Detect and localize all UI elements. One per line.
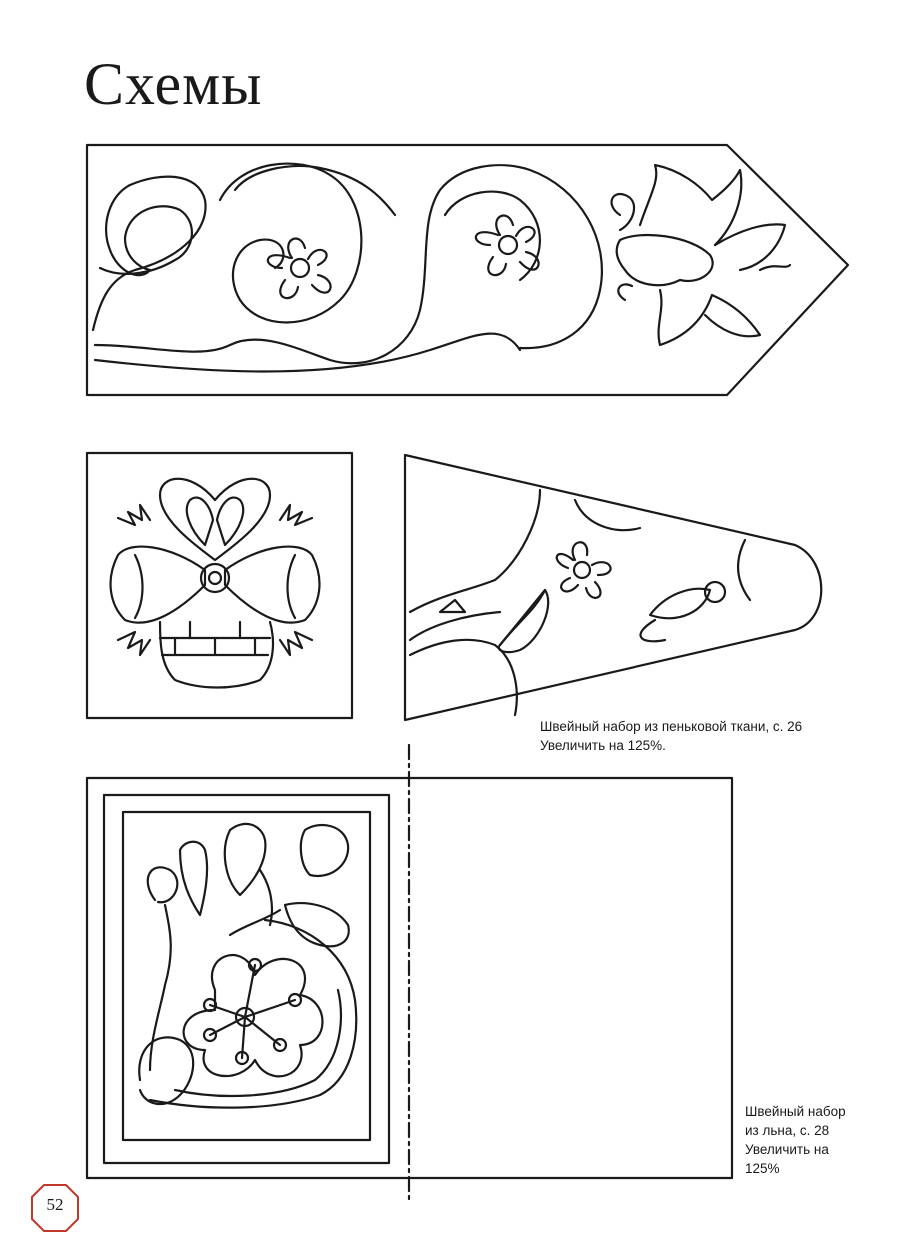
square-outline xyxy=(87,453,352,718)
caption-hemp-line-2: Увеличить на 125%. xyxy=(540,738,666,753)
caption-linen-line-3: Увеличить на xyxy=(745,1142,829,1157)
band-outline xyxy=(87,145,848,395)
page-title: Схемы xyxy=(84,51,263,117)
fan-outline xyxy=(405,455,821,720)
band-tulip xyxy=(612,165,790,345)
frame-pattern xyxy=(87,745,732,1200)
frame-flower xyxy=(184,955,323,1076)
caption-linen-line-1: Швейный набор xyxy=(745,1104,846,1119)
band-scroll-left xyxy=(93,177,206,330)
caption-linen-line-4: 125% xyxy=(745,1161,780,1176)
band-pattern xyxy=(87,145,848,395)
band-flower-2 xyxy=(476,216,539,276)
square-pattern xyxy=(87,453,352,718)
caption-linen-kit xyxy=(745,1102,846,1178)
caption-hemp-kit xyxy=(540,717,802,755)
band-flower-1 xyxy=(268,239,331,299)
band-vine-top xyxy=(235,166,395,215)
caption-linen-line-2: из льна, с. 28 xyxy=(745,1123,830,1138)
caption-hemp-line-1: Швейный набор из пеньковой ткани, с. 26 xyxy=(540,719,803,734)
band-scroll-mid xyxy=(220,164,361,323)
fan-pattern xyxy=(405,455,821,720)
frame-inner xyxy=(123,812,370,1140)
page-number: 52 xyxy=(46,1195,64,1214)
